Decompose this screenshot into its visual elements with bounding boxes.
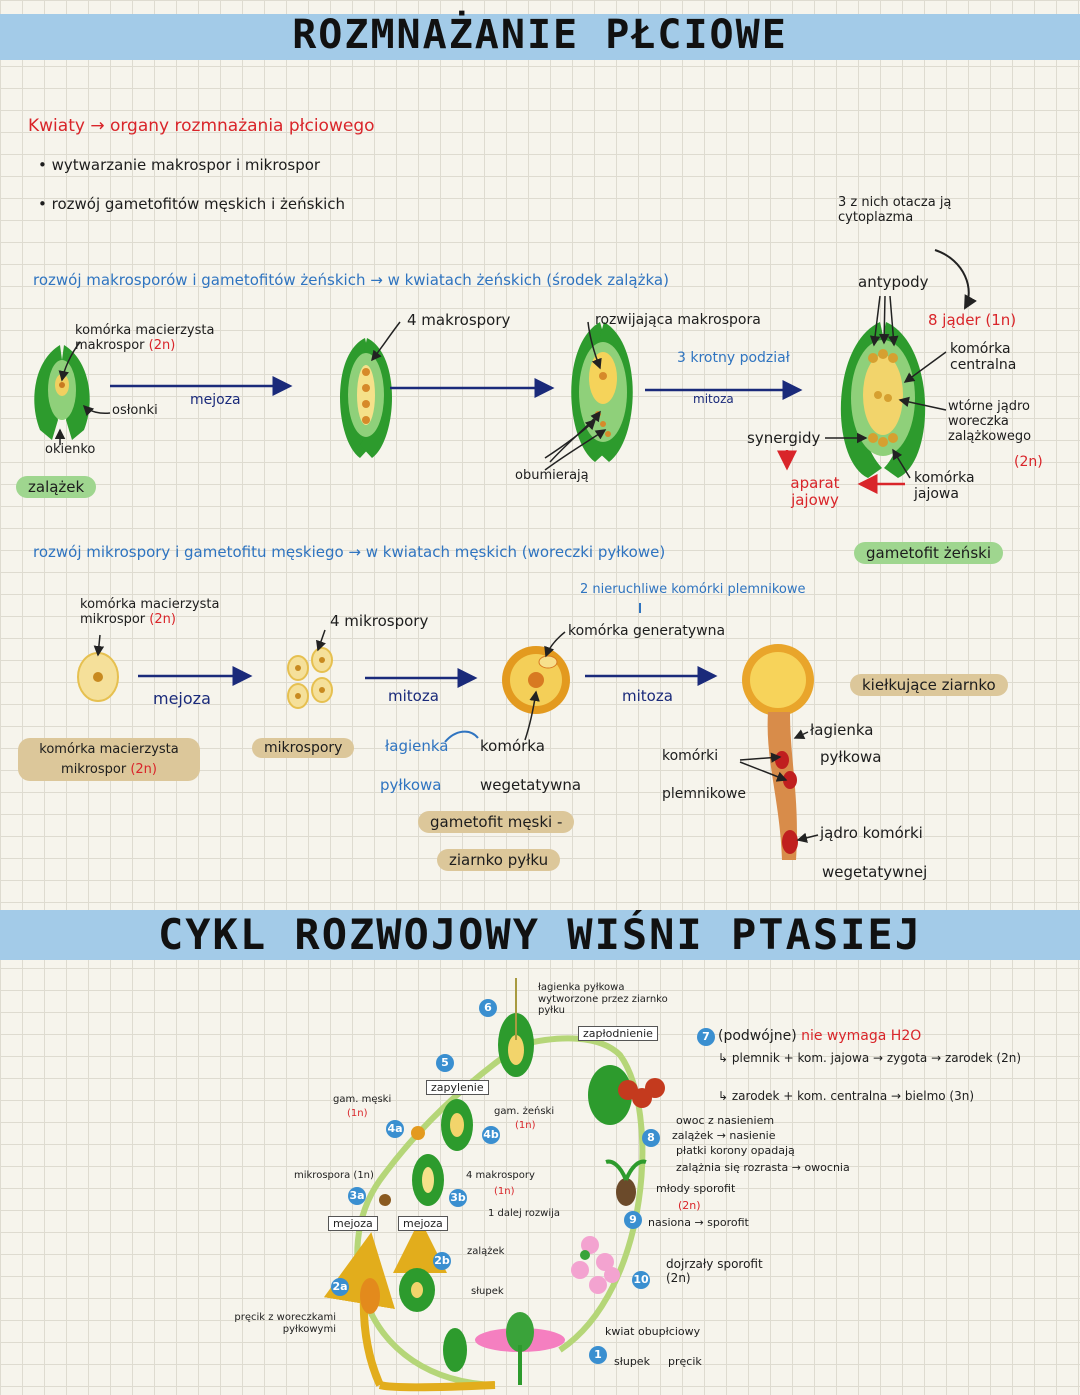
no-water-text: nie wymaga H2O	[801, 1028, 922, 1044]
page-title: ROZMNAŻANIE PŁCIOWE	[292, 12, 788, 58]
young-sporophyte-ploidy: (2n)	[678, 1199, 701, 1212]
male-gametophyte-pill: gametofit męski -	[418, 811, 574, 833]
generative-label: komórka generatywna	[568, 623, 726, 639]
step-number: 7	[697, 1028, 715, 1046]
intro-heading: Kwiaty → organy rozmnażania płciowego	[28, 116, 375, 136]
pistil-label: słupek	[471, 1286, 504, 1297]
female-gam-label: gam. żeński	[494, 1106, 555, 1117]
tube2-label-b: pyłkowa	[820, 748, 882, 766]
ovule-drawing-4	[841, 322, 925, 478]
female-meiosis: mejoza	[190, 392, 241, 408]
step7-label	[718, 1028, 921, 1044]
endosperm-ploidy: (2n)	[1014, 454, 1043, 470]
male-mitosis-2: mitoza	[622, 687, 673, 705]
egg-apparatus-label: aparat jajowy	[790, 474, 840, 510]
ovule-drawing-1	[34, 345, 89, 440]
tube-label-b: pyłkowa	[380, 776, 442, 794]
meiosis-box-b: mejoza	[398, 1216, 448, 1231]
microspore-label: mikrospora (1n)	[294, 1170, 374, 1181]
pollination-box: zapylenie	[426, 1080, 489, 1095]
fertilization-line-a: ↳ plemnik + kom. jajowa → zygota → zarodek (2n)	[718, 1051, 1021, 1065]
intro-bullet-1: • wytwarzanie makrospor i mikrospor	[38, 156, 321, 174]
female-gametophyte-pill: gametofit żeński	[854, 542, 1003, 564]
four-macro-label: 4 makrospory	[466, 1170, 535, 1181]
step-number: 4a	[386, 1120, 404, 1138]
female-mother-ploidy: (2n)	[148, 337, 176, 353]
cycle-cherry	[588, 1065, 665, 1125]
step-number: 3b	[449, 1189, 467, 1207]
male-meiosis: mejoza	[153, 689, 211, 708]
male-gam-ploidy: (1n)	[347, 1108, 368, 1119]
fruit-label-a: owoc z nasieniem	[676, 1114, 775, 1127]
three-times-label: 3 krotny podział	[677, 350, 790, 366]
endosperm-label: wtórne jądro woreczka zalążkowego	[948, 399, 1032, 444]
step-number: 9	[624, 1211, 642, 1229]
step-number: 2b	[433, 1252, 451, 1270]
male-heading: rozwój mikrospory i gametofitu męskiego → w kwiatach męskich (woreczki pyłkowe)	[33, 543, 666, 561]
pollen-tube-note: łagienka pyłkowa wytworzone przez ziarnko pyłku	[538, 982, 668, 1016]
developing-label: rozwijająca makrospora	[595, 312, 761, 328]
step7-text: (podwójne)	[718, 1028, 797, 1044]
intro-bullet-1-text: wytwarzanie makrospor i mikrospor	[51, 156, 321, 174]
female-heading: rozwój makrosporów i gametofitów żeńskich → w kwiatach żeńskich (środek zalążka)	[33, 271, 669, 289]
male-mother-cell-text: komórka macierzysta mikrospor	[80, 597, 220, 627]
four-macrospores: 4 makrospory	[407, 311, 511, 329]
meiosis-box-a: mejoza	[328, 1216, 378, 1231]
tube-label-a: łagienka	[385, 737, 449, 755]
step-number: 6	[479, 999, 497, 1017]
two-sperm-label: 2 nieruchliwe komórki plemnikowe	[580, 582, 806, 597]
female-gam-ploidy: (1n)	[515, 1120, 536, 1131]
veg-nucleus-b: wegetatywnej	[822, 863, 928, 881]
ovule-pill: zalążek	[16, 476, 96, 498]
integuments-label: osłonki	[112, 403, 158, 418]
four-microspores	[288, 648, 332, 708]
step-number: 4b	[482, 1126, 500, 1144]
male-mitosis-1: mitoza	[388, 687, 439, 705]
sperm-label-b: plemnikowe	[662, 786, 747, 802]
fertilization-box: zapłodnienie	[578, 1026, 658, 1041]
pollen-grain	[502, 646, 570, 714]
germinating-pill: kiełkujące ziarnko	[850, 674, 1008, 696]
male-mother-cell	[80, 598, 240, 628]
flower-label: kwiat obupłciowy	[605, 1325, 701, 1338]
step-number: 1	[589, 1346, 607, 1364]
ovule-label: zalążek	[467, 1246, 505, 1257]
four-macro-ploidy: (1n)	[494, 1186, 515, 1197]
nuclei-label	[928, 312, 1016, 329]
fertilization-line-b: ↳ zarodek + kom. centralna → bielmo (3n)	[718, 1089, 975, 1103]
step-number: 3a	[348, 1187, 366, 1205]
dying-label: obumierają	[515, 468, 589, 483]
pollen-grain-pill: ziarnko pyłku	[437, 849, 560, 871]
flower-part-stamen: pręcik	[668, 1355, 702, 1368]
pill-microspore-mother-text: komórka macierzysta mikrospor	[39, 742, 179, 777]
further-label: 1 dalej rozwija	[488, 1208, 561, 1219]
step-number: 2a	[331, 1278, 349, 1296]
step-number: 5	[436, 1054, 454, 1072]
antipodes-label: antypody	[858, 273, 929, 291]
ovule-drawing-2	[340, 338, 392, 458]
step-number: 10	[632, 1271, 650, 1289]
intro-bullet-2-text: rozwój gametofitów męskich i żeńskich	[51, 195, 346, 213]
veg-label-b: wegetatywna	[480, 776, 582, 794]
female-note-top: 3 z nich otacza ją cytoplazma	[838, 195, 952, 225]
pill-microspores: mikrospory	[252, 738, 354, 758]
pill-microspore-mother-ploidy: (2n)	[130, 761, 157, 777]
female-mother-cell-text: komórka macierzysta makrospor	[75, 323, 215, 353]
fruit-label-b: zalążek → nasienie	[672, 1129, 776, 1142]
young-sporophyte-label: młody sporofit	[656, 1182, 736, 1195]
veg-label-a: komórka	[480, 737, 545, 755]
female-mother-cell	[75, 324, 235, 354]
micropyle-label: okienko	[45, 442, 96, 457]
pill-microspore-mother	[18, 738, 200, 781]
male-mother-ploidy: (2n)	[149, 611, 176, 627]
intro-bullet-2: • rozwój gametofitów męskich i żeńskich	[38, 195, 346, 213]
stamen-label: pręcik z woreczkami pyłkowymi	[234, 1312, 336, 1335]
veg-nucleus-a: jądro komórki	[820, 824, 923, 842]
synergids-label: synergidy	[747, 429, 821, 447]
step-number: 8	[642, 1129, 660, 1147]
nuclei-text: 8 jąder	[928, 311, 981, 329]
adult-sporophyte-label: dojrzały sporofit (2n)	[666, 1257, 763, 1285]
egg-cell-label: komórka jajowa	[914, 470, 975, 503]
fruit-label-c: płatki korony opadają	[676, 1144, 795, 1157]
ovule-drawing-3	[571, 322, 633, 462]
flower-part-pistil: słupek	[614, 1355, 650, 1368]
sperm-label-a: komórki	[662, 748, 719, 764]
seed-label: nasiona → sporofit	[648, 1216, 749, 1229]
nuclei-ploidy: (1n)	[985, 311, 1017, 329]
female-mitosis: mitoza	[693, 392, 734, 406]
tube2-label-a: łagienka	[810, 721, 874, 739]
central-cell-label: komórka centralna	[950, 341, 1017, 374]
cycle-flower	[475, 1312, 565, 1385]
cycle-title: CYKL ROZWOJOWY WIŚNI PTASIEJ	[157, 910, 922, 959]
fruit-label-d: zalążnia się rozrasta → owocnia	[676, 1161, 850, 1174]
germinating-pollen	[742, 644, 814, 860]
four-microspores: 4 mikrospory	[330, 612, 429, 630]
male-gam-label: gam. męski	[333, 1094, 392, 1105]
